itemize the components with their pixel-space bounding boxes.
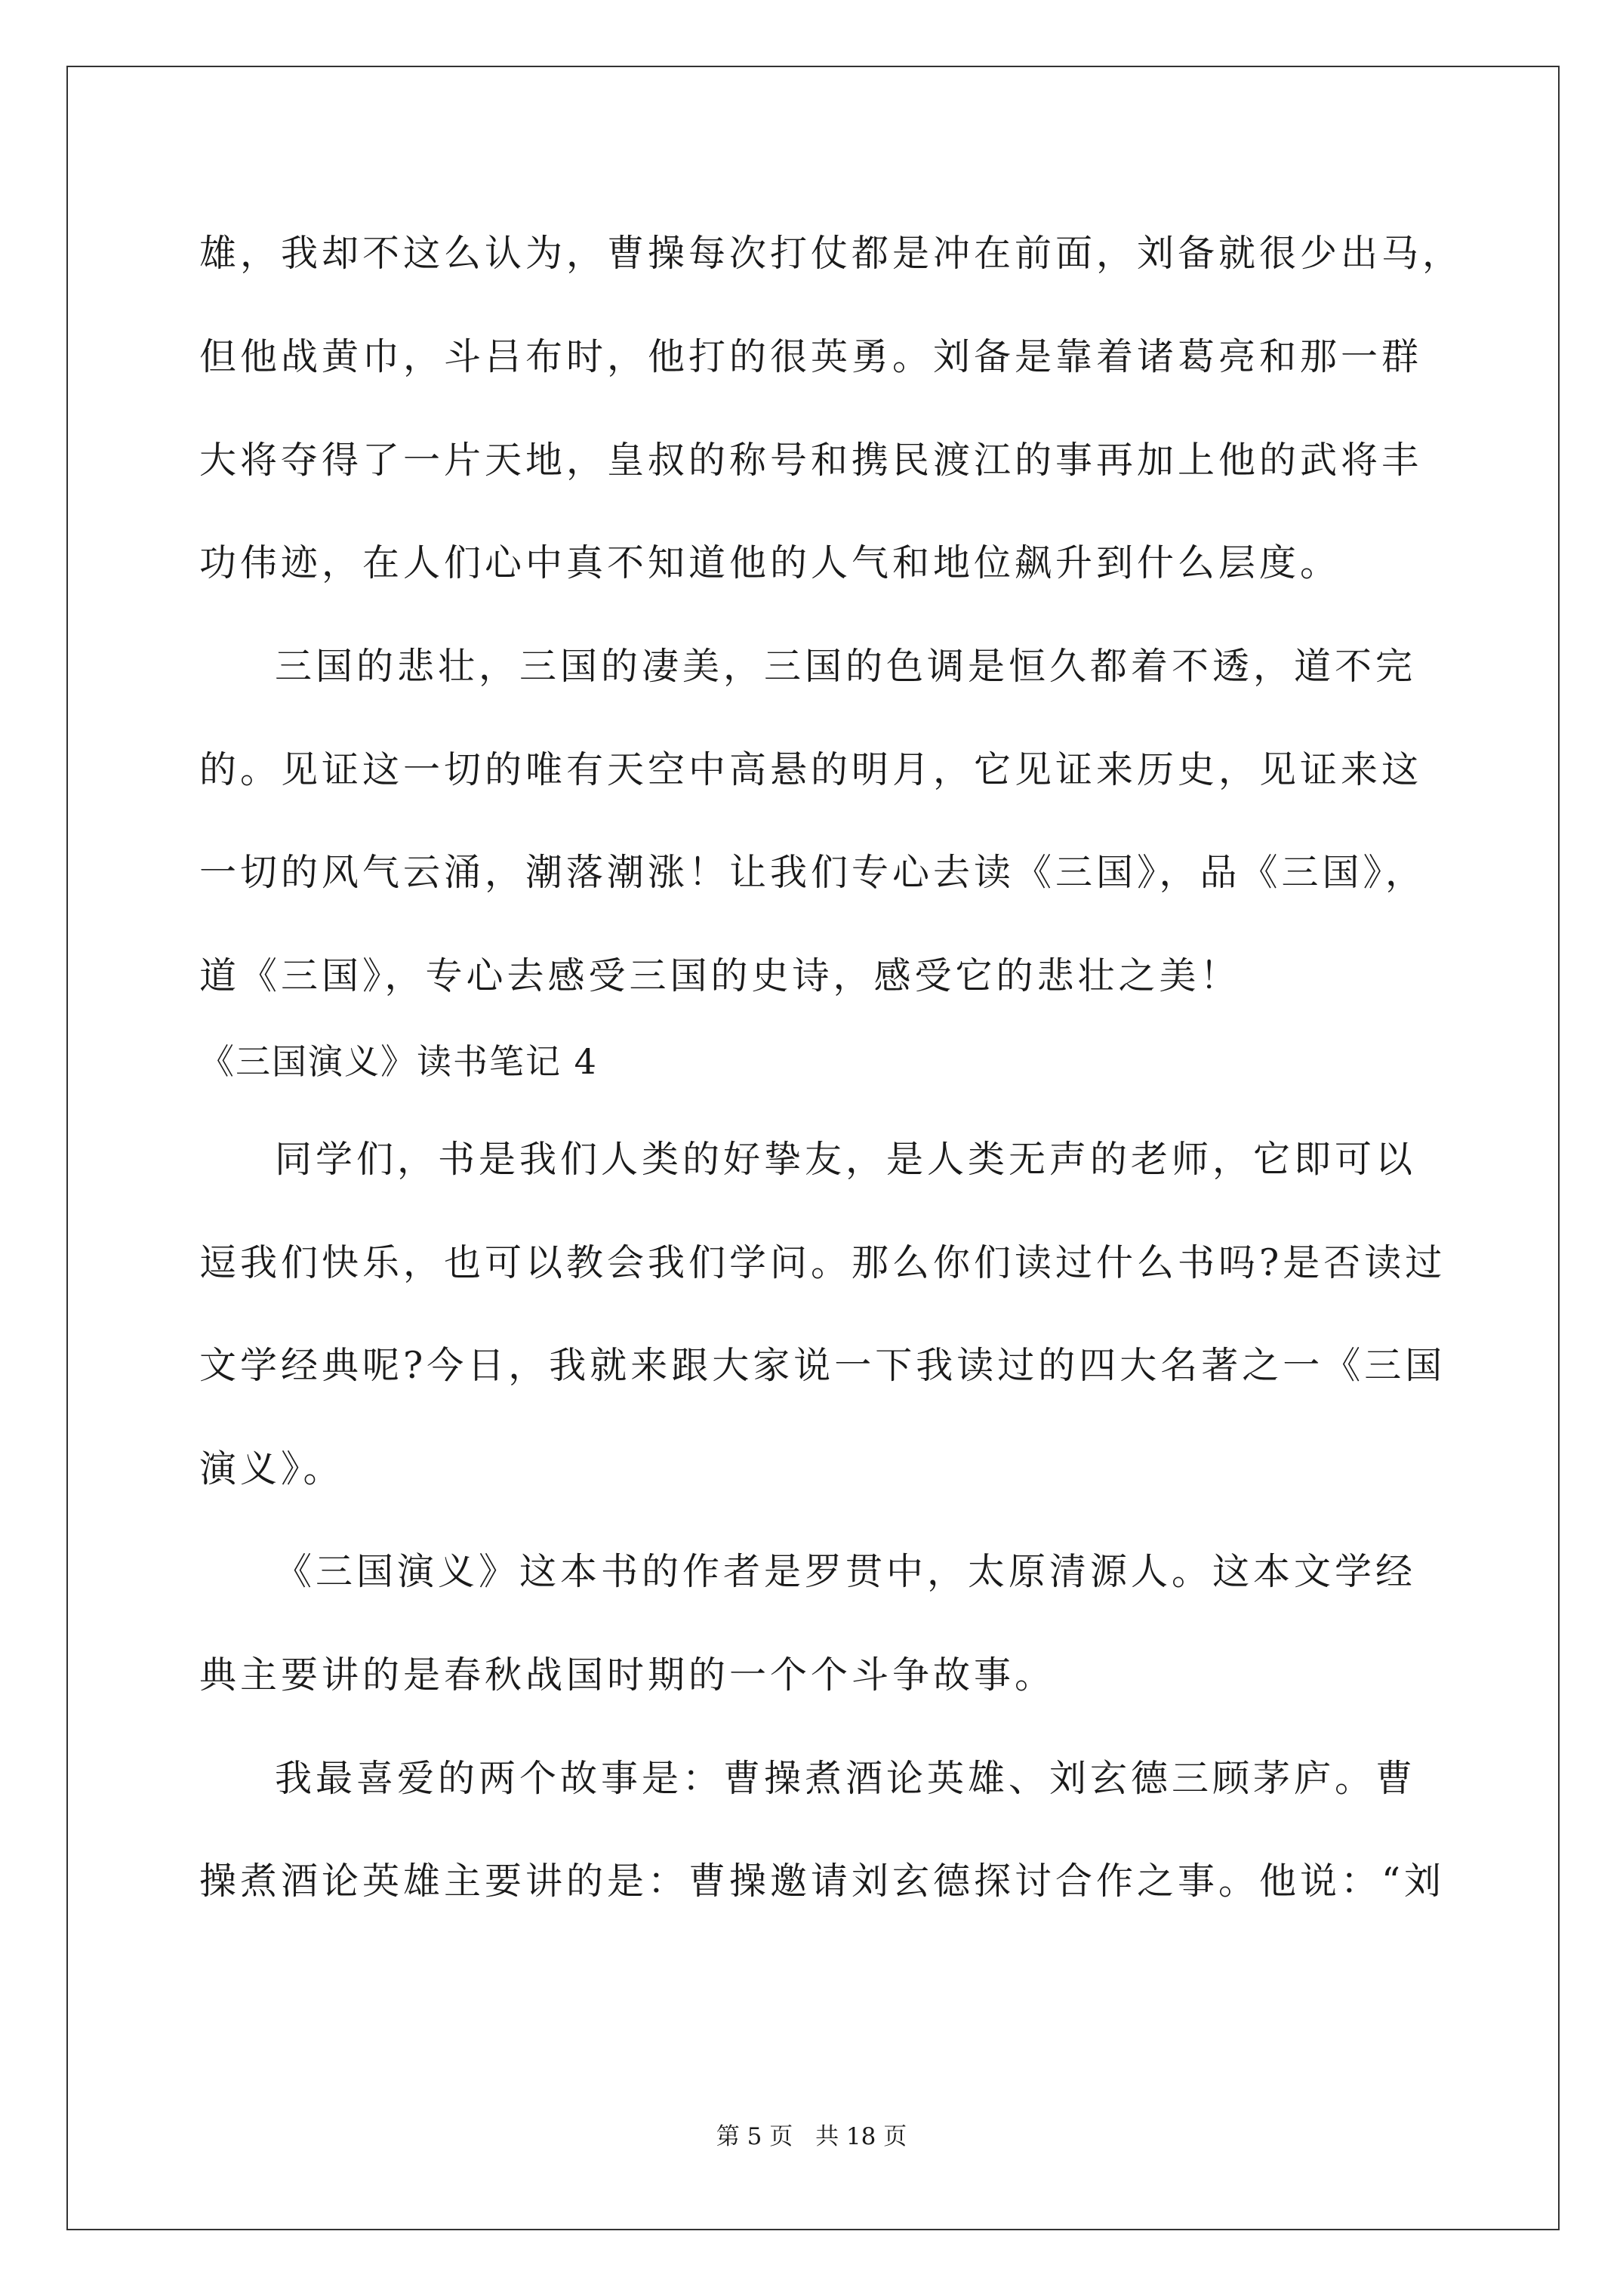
page-footer	[0, 2122, 1623, 2152]
text-line: 大将夺得了一片天地，皇叔的称号和携民渡江的事再加上他的武将丰	[199, 439, 1423, 482]
text-line: 雄，我却不这么认为，曹操每次打仗都是冲在前面，刘备就很少出马，	[199, 232, 1464, 275]
text-line: 一切的风气云涌，潮落潮涨！让我们专心去读《三国》，品《三国》，	[199, 851, 1427, 894]
section-heading: 《三国演义》读书笔记 4	[199, 1041, 598, 1082]
text-line: 操煮酒论英雄主要讲的是：曹操邀请刘玄德探讨合作之事。他说：“刘	[199, 1860, 1446, 1903]
text-line: 但他战黄巾，斗吕布时，他打的很英勇。刘备是靠着诸葛亮和那一群	[199, 335, 1423, 378]
text-line: 道《三国》，专心去感受三国的史诗，感受它的悲壮之美！	[199, 954, 1241, 997]
text-line: 我最喜爱的两个故事是：曹操煮酒论英雄、刘玄德三顾茅庐。曹	[275, 1757, 1417, 1800]
text-line: 《三国演义》这本书的作者是罗贯中，太原清源人。这本文学经	[275, 1550, 1417, 1593]
text-line: 的。见证这一切的唯有天空中高悬的明月，它见证来历史，见证来这	[199, 748, 1423, 791]
text-line: 典主要讲的是春秋战国时期的一个个斗争故事。	[199, 1653, 1056, 1697]
text-line: 逗我们快乐，也可以教会我们学问。那么你们读过什么书吗?是否读过	[199, 1241, 1446, 1284]
text-line: 文学经典呢?今日，我就来跟大家说一下我读过的四大名著之一《三国	[199, 1344, 1446, 1387]
page-total: 共 18 页	[815, 2123, 907, 2150]
text-line: 同学们，书是我们人类的好挚友，是人类无声的老师，它即可以	[275, 1138, 1417, 1181]
text-line: 三国的悲壮，三国的凄美，三国的色调是恒久都着不透，道不完	[275, 645, 1417, 688]
page-number: 第 5 页	[716, 2123, 793, 2150]
text-line: 功伟迹，在人们心中真不知道他的人气和地位飙升到什么层度。	[199, 541, 1341, 584]
text-line: 演义》。	[199, 1447, 344, 1490]
